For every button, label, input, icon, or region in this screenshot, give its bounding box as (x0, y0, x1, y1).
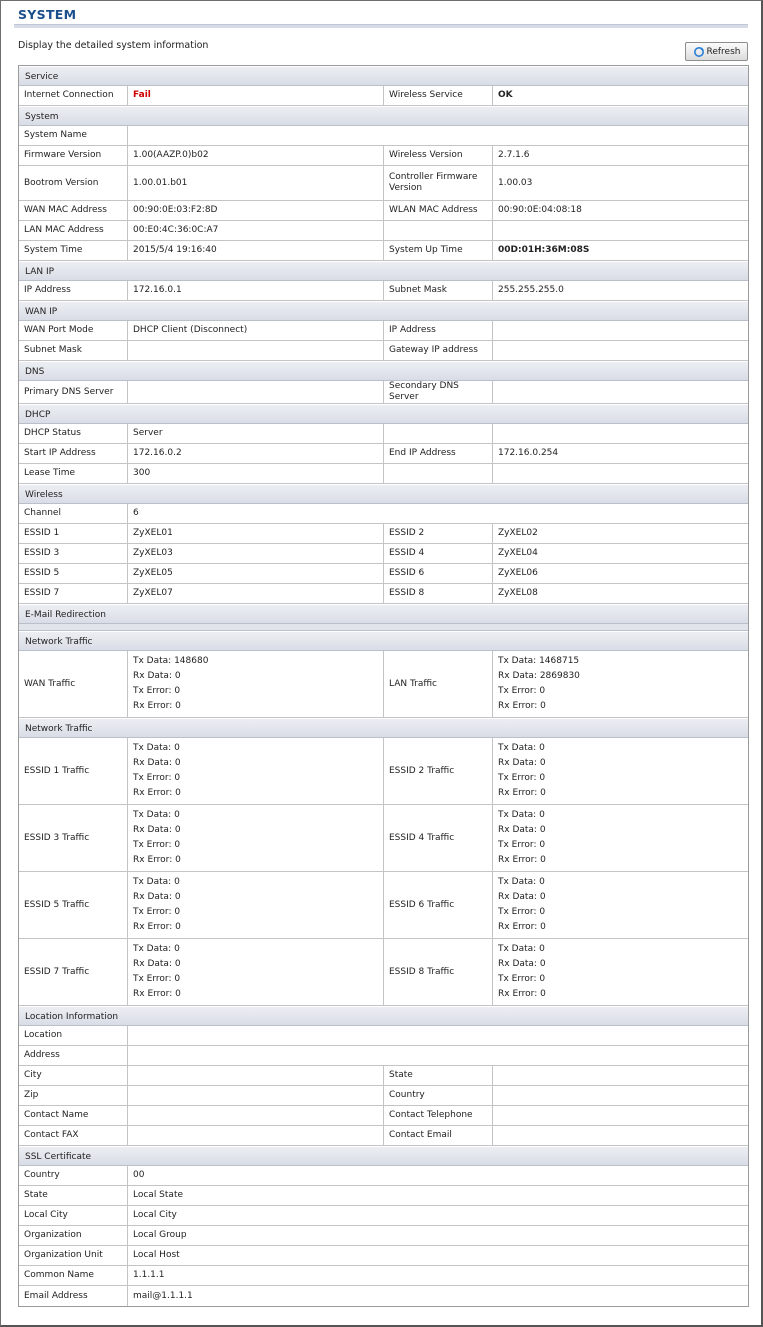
secondary-dns-value (493, 381, 748, 403)
bootrom-version-label: Bootrom Version (19, 166, 128, 200)
firmware-version-value: 1.00(AAZP.0)b02 (128, 146, 384, 165)
lan-traffic-stats (493, 651, 748, 717)
zip-value (128, 1086, 384, 1105)
table-row (19, 544, 748, 564)
essid3-traffic-label: ESSID 3 Traffic (19, 805, 128, 871)
system-uptime-value: 00D:01H:36M:08S (498, 245, 590, 255)
ssl-org-unit-value: Local Host (133, 1250, 180, 1260)
tx-error: Tx Error: 0 (133, 974, 181, 984)
section-header-wan-ip: WAN IP (19, 301, 748, 321)
essid1-traffic-stats (128, 738, 384, 804)
location-label: Location (19, 1026, 128, 1045)
ssl-state-label: State (19, 1186, 128, 1205)
rx-error: Rx Error: 0 (498, 922, 546, 932)
system-name-value (128, 126, 748, 145)
wireless-service-label: Wireless Service (384, 86, 493, 105)
essid6-label: ESSID 6 (384, 564, 493, 583)
contact-name-value (128, 1106, 384, 1125)
section-header-email-redirection: E-Mail Redirection (19, 604, 748, 624)
table-row (19, 201, 748, 221)
ssl-common-name-label: Common Name (19, 1266, 128, 1285)
table-row (19, 444, 748, 464)
table-row (19, 1066, 748, 1086)
table-row (19, 321, 748, 341)
section-header-lan-ip: LAN IP (19, 261, 748, 281)
gateway-value (493, 341, 748, 360)
start-ip-value: 172.16.0.2 (128, 444, 384, 463)
tx-error: Tx Error: 0 (498, 840, 546, 850)
wireless-service-value: OK (498, 90, 513, 100)
country-label: Country (384, 1086, 493, 1105)
rx-error: Rx Error: 0 (133, 989, 181, 999)
wireless-version-value: 2.7.1.6 (498, 150, 530, 160)
page-title: SYSTEM (18, 7, 77, 22)
lan-mac-label: LAN MAC Address (19, 221, 128, 240)
tx-data: Tx Data: 1468715 (498, 656, 580, 666)
table-row (19, 1086, 748, 1106)
table-row (19, 1046, 748, 1066)
contact-email-value (493, 1126, 748, 1145)
essid3-label: ESSID 3 (19, 544, 128, 563)
table-row (19, 651, 748, 718)
controller-firmware-label: Controller Firmware Version (384, 166, 493, 200)
empty-cell (493, 464, 748, 483)
ssl-org-value: Local Group (133, 1230, 187, 1240)
table-row (19, 805, 748, 872)
empty-cell (384, 424, 493, 443)
rx-error: Rx Error: 0 (498, 989, 546, 999)
section-header-essid-traffic: Network Traffic (19, 718, 748, 738)
primary-dns-label: Primary DNS Server (19, 381, 128, 403)
tx-data: Tx Data: 0 (133, 877, 180, 887)
tx-data: Tx Data: 0 (133, 810, 180, 820)
system-time-value: 2015/5/4 19:16:40 (128, 241, 384, 260)
ssl-state-value: Local State (133, 1190, 184, 1200)
tx-error: Tx Error: 0 (498, 686, 546, 696)
rx-data: Rx Data: 0 (133, 671, 181, 681)
ssl-org-label: Organization (19, 1226, 128, 1245)
rx-data: Rx Data: 2869830 (498, 671, 580, 681)
wan-ip-value (493, 321, 748, 340)
tx-error: Tx Error: 0 (498, 773, 546, 783)
zip-label: Zip (19, 1086, 128, 1105)
essid5-traffic-label: ESSID 5 Traffic (19, 872, 128, 938)
essid3-value: ZyXEL03 (128, 544, 384, 563)
contact-name-label: Contact Name (19, 1106, 128, 1125)
table-row (19, 1246, 748, 1266)
email-redirection-body (19, 624, 748, 631)
table-row (19, 341, 748, 361)
refresh-icon (693, 46, 705, 58)
wan-port-mode-label: WAN Port Mode (19, 321, 128, 340)
table-row (19, 1126, 748, 1146)
address-value (128, 1046, 748, 1065)
wireless-version-label: Wireless Version (384, 146, 493, 165)
essid7-value: ZyXEL07 (128, 584, 384, 603)
contact-telephone-label: Contact Telephone (384, 1106, 493, 1125)
essid7-traffic-stats (128, 939, 384, 1005)
essid8-traffic-label: ESSID 8 Traffic (384, 939, 493, 1005)
contact-email-label: Contact Email (384, 1126, 493, 1145)
state-label: State (384, 1066, 493, 1085)
empty-cell (384, 221, 493, 240)
essid6-value: ZyXEL06 (498, 568, 538, 578)
tx-data: Tx Data: 0 (498, 944, 545, 954)
essid2-traffic-stats (493, 738, 748, 804)
system-uptime-label: System Up Time (384, 241, 493, 260)
table-row (19, 1286, 748, 1306)
table-row (19, 146, 748, 166)
dhcp-status-label: DHCP Status (19, 424, 128, 443)
table-row (19, 1186, 748, 1206)
tx-error: Tx Error: 0 (498, 907, 546, 917)
rx-data: Rx Data: 0 (133, 825, 181, 835)
ssl-common-name-value: 1.1.1.1 (133, 1270, 165, 1280)
channel-value: 6 (133, 508, 139, 518)
essid2-traffic-label: ESSID 2 Traffic (384, 738, 493, 804)
contact-fax-value (128, 1126, 384, 1145)
wan-mac-label: WAN MAC Address (19, 201, 128, 220)
table-row (19, 166, 748, 201)
essid1-label: ESSID 1 (19, 524, 128, 543)
empty-cell (384, 464, 493, 483)
wan-traffic-stats (128, 651, 384, 717)
table-row (19, 381, 748, 404)
essid4-label: ESSID 4 (384, 544, 493, 563)
wan-mask-value (128, 341, 384, 360)
table-row (19, 221, 748, 241)
essid4-traffic-label: ESSID 4 Traffic (384, 805, 493, 871)
table-row (19, 1106, 748, 1126)
rx-error: Rx Error: 0 (498, 855, 546, 865)
essid4-traffic-stats (493, 805, 748, 871)
system-info-table (18, 65, 749, 1307)
tx-data: Tx Data: 0 (498, 743, 545, 753)
table-row (19, 524, 748, 544)
ssl-email-value: mail@1.1.1.1 (133, 1290, 193, 1301)
tx-data: Tx Data: 0 (498, 810, 545, 820)
tx-data: Tx Data: 0 (498, 877, 545, 887)
rx-data: Rx Data: 0 (498, 959, 546, 969)
table-row (19, 1166, 748, 1186)
bootrom-version-value: 1.00.01.b01 (128, 166, 384, 200)
secondary-dns-label: Secondary DNS Server (384, 381, 493, 403)
lan-ip-value: 172.16.0.1 (128, 281, 384, 300)
essid6-traffic-stats (493, 872, 748, 938)
tx-error: Tx Error: 0 (133, 686, 181, 696)
lan-mask-value: 255.255.255.0 (498, 285, 564, 295)
contact-telephone-value (493, 1106, 748, 1125)
essid5-label: ESSID 5 (19, 564, 128, 583)
empty-cell (493, 424, 748, 443)
section-header-dhcp: DHCP (19, 404, 748, 424)
tx-error: Tx Error: 0 (498, 974, 546, 984)
ssl-country-label: Country (19, 1166, 128, 1185)
table-row (19, 872, 748, 939)
refresh-button[interactable] (685, 42, 748, 61)
internet-connection-value: Fail (128, 86, 384, 105)
dhcp-status-value: Server (128, 424, 384, 443)
essid2-label: ESSID 2 (384, 524, 493, 543)
section-header-wireless: Wireless (19, 484, 748, 504)
empty-cell (493, 221, 748, 240)
channel-label: Channel (19, 504, 128, 523)
lan-mask-label: Subnet Mask (384, 281, 493, 300)
primary-dns-value (128, 381, 384, 403)
section-header-network-traffic: Network Traffic (19, 631, 748, 651)
table-row (19, 584, 748, 604)
address-label: Address (19, 1046, 128, 1065)
state-value (493, 1066, 748, 1085)
essid8-traffic-stats (493, 939, 748, 1005)
contact-fax-label: Contact FAX (19, 1126, 128, 1145)
wan-mac-value: 00:90:0E:03:F2:8D (128, 201, 384, 220)
lan-mac-value: 00:E0:4C:36:0C:A7 (128, 221, 384, 240)
table-row (19, 281, 748, 301)
tx-error: Tx Error: 0 (133, 773, 181, 783)
essid1-value: ZyXEL01 (128, 524, 384, 543)
rx-error: Rx Error: 0 (133, 855, 181, 865)
tx-data: Tx Data: 0 (133, 944, 180, 954)
essid6-traffic-label: ESSID 6 Traffic (384, 872, 493, 938)
rx-error: Rx Error: 0 (133, 922, 181, 932)
refresh-label: Refresh (706, 46, 741, 57)
lease-time-value: 300 (128, 464, 384, 483)
essid3-traffic-stats (128, 805, 384, 871)
tx-data: Tx Data: 0 (133, 743, 180, 753)
rx-data: Rx Data: 0 (498, 825, 546, 835)
lan-traffic-label: LAN Traffic (384, 651, 493, 717)
essid2-value: ZyXEL02 (498, 528, 538, 538)
ssl-country-value: 00 (133, 1170, 145, 1180)
table-row (19, 1026, 748, 1046)
wlan-mac-value: 00:90:0E:04:08:18 (498, 205, 582, 215)
ssl-city-value: Local City (133, 1210, 177, 1220)
table-row (19, 126, 748, 146)
essid7-label: ESSID 7 (19, 584, 128, 603)
rx-data: Rx Data: 0 (498, 758, 546, 768)
section-header-location: Location Information (19, 1006, 748, 1026)
wan-ip-label: IP Address (384, 321, 493, 340)
rx-error: Rx Error: 0 (498, 788, 546, 798)
location-value (128, 1026, 748, 1045)
city-label: City (19, 1066, 128, 1085)
ssl-org-unit-label: Organization Unit (19, 1246, 128, 1265)
essid5-value: ZyXEL05 (128, 564, 384, 583)
start-ip-label: Start IP Address (19, 444, 128, 463)
wlan-mac-label: WLAN MAC Address (384, 201, 493, 220)
gateway-label: Gateway IP address (384, 341, 493, 360)
table-row (19, 424, 748, 444)
rx-data: Rx Data: 0 (133, 758, 181, 768)
essid4-value: ZyXEL04 (498, 548, 538, 558)
firmware-version-label: Firmware Version (19, 146, 128, 165)
end-ip-value: 172.16.0.254 (498, 448, 559, 458)
section-header-ssl: SSL Certificate (19, 1146, 748, 1166)
table-row (19, 564, 748, 584)
table-row (19, 738, 748, 805)
table-row (19, 1266, 748, 1286)
rx-data: Rx Data: 0 (498, 892, 546, 902)
title-divider (14, 24, 748, 28)
page-description: Display the detailed system information (18, 40, 209, 51)
wan-traffic-label: WAN Traffic (19, 651, 128, 717)
table-row (19, 241, 748, 261)
tx-data: Tx Data: 148680 (133, 656, 209, 666)
system-time-label: System Time (19, 241, 128, 260)
rx-error: Rx Error: 0 (498, 701, 546, 711)
end-ip-label: End IP Address (384, 444, 493, 463)
essid8-value: ZyXEL08 (498, 588, 538, 598)
rx-error: Rx Error: 0 (133, 701, 181, 711)
table-row (19, 1206, 748, 1226)
ssl-city-label: Local City (19, 1206, 128, 1225)
controller-firmware-value: 1.00.03 (498, 177, 533, 188)
table-row (19, 464, 748, 484)
internet-connection-label: Internet Connection (19, 86, 128, 105)
essid8-label: ESSID 8 (384, 584, 493, 603)
lan-ip-label: IP Address (19, 281, 128, 300)
section-header-dns: DNS (19, 361, 748, 381)
city-value (128, 1066, 384, 1085)
essid1-traffic-label: ESSID 1 Traffic (19, 738, 128, 804)
table-row (19, 939, 748, 1006)
tx-error: Tx Error: 0 (133, 907, 181, 917)
rx-error: Rx Error: 0 (133, 788, 181, 798)
ssl-email-label: Email Address (19, 1286, 128, 1306)
tx-error: Tx Error: 0 (133, 840, 181, 850)
essid5-traffic-stats (128, 872, 384, 938)
table-row (19, 504, 748, 524)
section-header-system: System (19, 106, 748, 126)
table-row (19, 1226, 748, 1246)
essid7-traffic-label: ESSID 7 Traffic (19, 939, 128, 1005)
system-name-label: System Name (19, 126, 128, 145)
country-value (493, 1086, 748, 1105)
rx-data: Rx Data: 0 (133, 959, 181, 969)
table-row (19, 86, 748, 106)
wan-mask-label: Subnet Mask (19, 341, 128, 360)
lease-time-label: Lease Time (19, 464, 128, 483)
rx-data: Rx Data: 0 (133, 892, 181, 902)
section-header-service: Service (19, 66, 748, 86)
wan-port-mode-value: DHCP Client (Disconnect) (128, 321, 384, 340)
